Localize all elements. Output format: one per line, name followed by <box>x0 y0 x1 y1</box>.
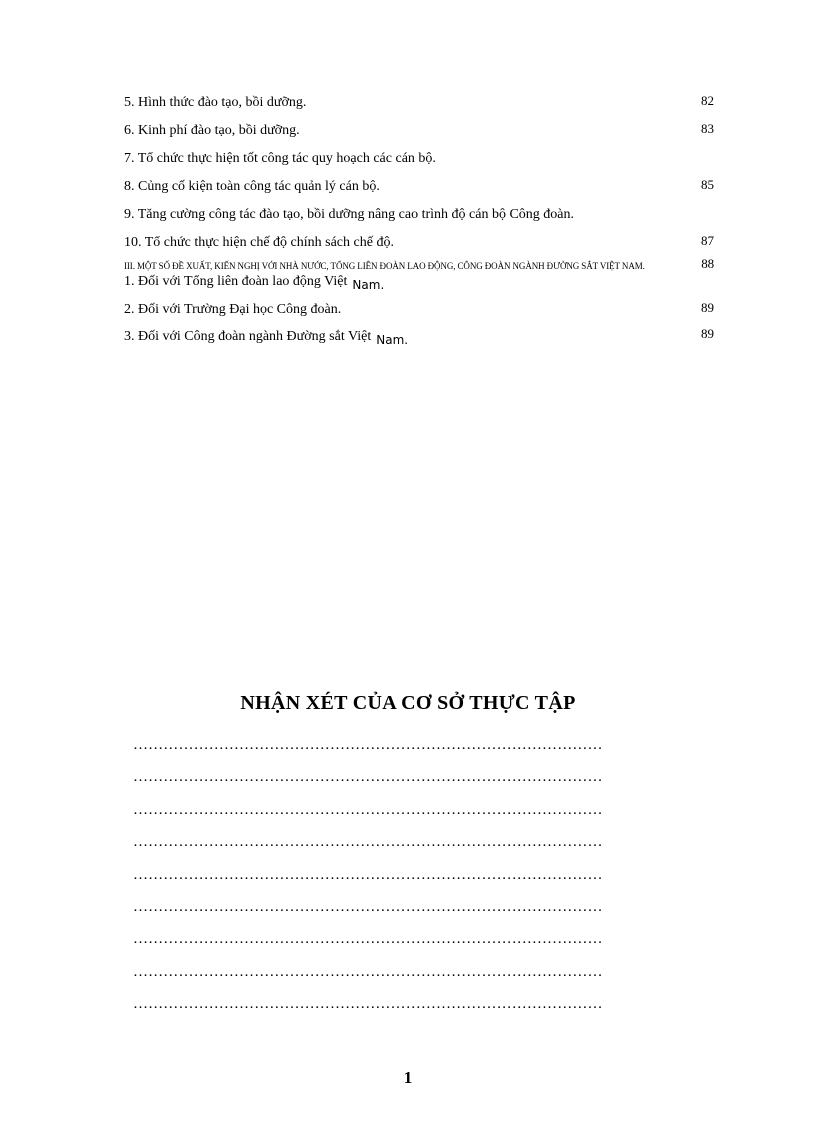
comment-lines <box>133 733 733 1025</box>
toc-item-text: 7. Tổ chức thực hiện tốt công tác quy hoạch các cán bộ. <box>124 151 436 166</box>
toc-item <box>124 301 714 319</box>
dotted-line: ………………………………………………………………………………… <box>133 801 603 818</box>
toc-item <box>124 94 714 112</box>
dotted-line: ………………………………………………………………………………… <box>133 931 603 948</box>
toc-item <box>124 272 714 291</box>
toc-item-page: 89 <box>701 326 714 341</box>
toc-item-page: 83 <box>701 121 714 136</box>
toc-item-text: 2. Đối với Trường Đại học Công đoàn. <box>124 302 342 317</box>
toc-item-text: 5. Hình thức đào tạo, bồi dưỡng. <box>124 95 307 110</box>
toc-item-text: 10. Tổ chức thực hiện chế độ chính sách chế độ. <box>124 235 394 250</box>
toc-item-page: 88 <box>701 256 714 271</box>
toc-item <box>124 327 714 346</box>
toc-section-heading <box>124 256 714 272</box>
toc-item-suffix: Nam. <box>352 278 385 292</box>
toc-item-page: 89 <box>701 300 714 315</box>
toc-item <box>124 122 714 140</box>
toc-item-text: 6. Kinh phí đào tạo, bồi dưỡng. <box>124 123 300 138</box>
toc-item <box>124 150 714 168</box>
toc-item-text: 3. Đối với Công đoàn ngành Đường sắt Việt <box>124 329 372 344</box>
dotted-line: ………………………………………………………………………………… <box>133 737 603 753</box>
dotted-line: ………………………………………………………………………………… <box>133 898 603 915</box>
page-number: 1 <box>403 1068 413 1087</box>
dotted-line: ………………………………………………………………………………… <box>133 996 603 1013</box>
toc-item-text: 9. Tăng cường công tác đào tạo, bồi dưỡng nâng cao trình độ cán bộ Công đoàn. <box>124 207 575 222</box>
toc-item-suffix: Nam. <box>376 333 409 347</box>
table-of-contents <box>124 93 714 347</box>
dotted-line: ………………………………………………………………………………… <box>133 963 603 980</box>
section-title: NHẬN XÉT CỦA CƠ SỞ THỰC TẬP <box>240 692 576 714</box>
toc-item-page: 82 <box>701 93 714 108</box>
toc-item-page: 87 <box>701 233 714 248</box>
dotted-line: ………………………………………………………………………………… <box>133 866 603 883</box>
dotted-line: ………………………………………………………………………………… <box>133 769 603 786</box>
toc-item <box>124 178 714 196</box>
toc-item <box>124 206 714 224</box>
toc-item-text: III. MỘT SỐ ĐỀ XUẤT, KIẾN NGHỊ VỚI NHÀ NƯỚC, TỔNG LIÊN ĐOÀN LAO ĐỘNG, CÔNG ĐOÀN NGÀNH ĐƯỜNG SẮT VIỆT NAM. <box>124 261 645 271</box>
toc-item-text: 1. Đối với Tổng liên đoàn lao động Việt <box>124 274 348 289</box>
toc-item <box>124 234 714 252</box>
toc-item-page: 85 <box>701 177 714 192</box>
dotted-line: ………………………………………………………………………………… <box>133 834 603 851</box>
toc-item-text: 8. Củng cố kiện toàn công tác quản lý cán bộ. <box>124 179 380 194</box>
